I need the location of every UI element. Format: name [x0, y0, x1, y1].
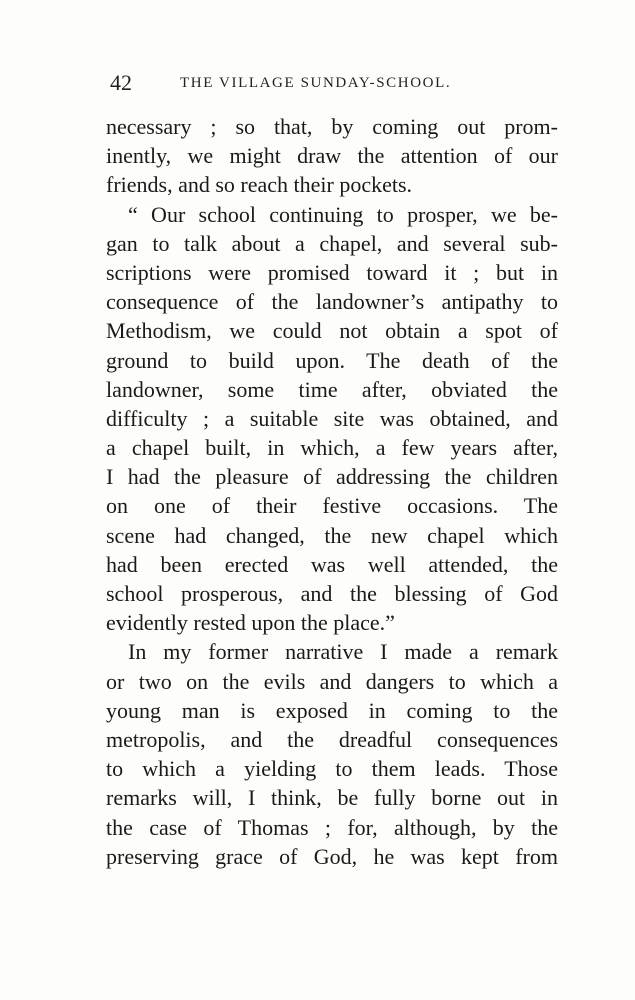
text-line: young man is exposed in coming to the — [106, 697, 558, 723]
text-line: ground to build upon. The death of the — [106, 347, 558, 373]
text-line: friends, and so reach their pockets. — [106, 172, 413, 198]
text-line: necessary ; so that, by coming out prom- — [106, 114, 558, 139]
text-line: In my former narrative I made a remark — [128, 639, 558, 665]
text-line: had been erected was well attended, the — [106, 551, 558, 577]
text-line: school prosperous, and the blessing of God — [106, 581, 558, 606]
text-line: I had the pleasure of addressing the children — [106, 464, 558, 490]
text-line: scene had changed, the new chapel which — [106, 522, 558, 548]
text-line: to which a yielding to them leads. Those — [106, 756, 558, 782]
text-line: difficulty ; a suitable site was obtained, and — [106, 405, 558, 431]
text-line: landowner, some time after, obviated the — [106, 376, 558, 402]
page-number: 42 — [110, 70, 132, 95]
text-line: consequence of the landowner’s antipathy to — [106, 289, 558, 315]
text-line: “ Our school continuing to prosper, we be- — [128, 201, 558, 227]
text-line: or two on the evils and dangers to which a — [106, 668, 558, 694]
text-line: inently, we might draw the attention of our — [106, 143, 558, 169]
text-line: evidently rested upon the place.” — [106, 610, 395, 636]
body-text — [106, 112, 558, 871]
text-line: preserving grace of God, he was kept from — [106, 843, 558, 869]
text-line: the case of Thomas ; for, although, by the — [106, 814, 558, 840]
text-line: metropolis, and the dreadful consequences — [106, 726, 558, 752]
text-line: scriptions were promised toward it ; but in — [106, 259, 558, 285]
text-line: Methodism, we could not obtain a spot of — [106, 318, 558, 344]
text-line: gan to talk about a chapel, and several sub- — [106, 230, 558, 256]
page-header — [110, 70, 560, 100]
text-line: remarks will, I think, be fully borne out in — [106, 785, 558, 811]
text-line: on one of their festive occasions. The — [106, 493, 558, 519]
text-line: a chapel built, in which, a few years after, — [106, 435, 558, 461]
running-head: THE VILLAGE SUNDAY-SCHOOL. — [180, 75, 452, 91]
